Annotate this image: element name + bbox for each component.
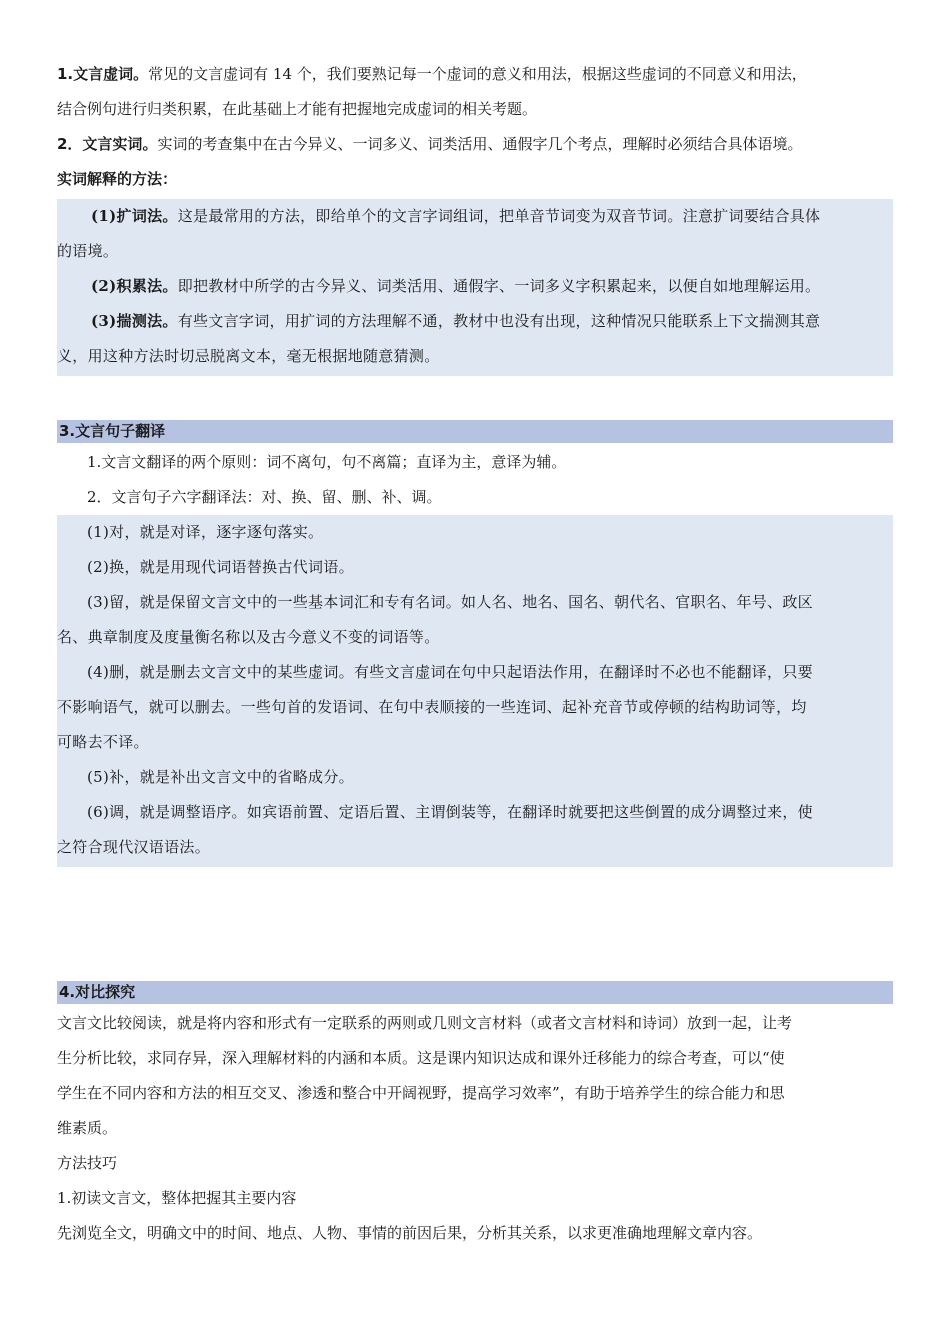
rule-6: (6)调，就是调整语序。如宾语前置、定语后置、主谓倒装等，在翻译时就要把这些倒置的成分调整过来，使: [87, 803, 813, 821]
methods-box: [57, 199, 893, 376]
method-1: [57, 199, 893, 234]
rule-1: (1)对，就是对译，逐字逐句落实。: [87, 523, 324, 541]
comparison-para-4: 维素质。: [57, 1119, 118, 1137]
text: 实词的考查集中在古今异义、一词多义、词类活用、通假字几个考点，理解时必须结合具体语境。: [157, 135, 803, 153]
rule-3: (3)留，就是保留文言文中的一些基本词汇和专有名词。如人名、地名、国名、朝代名、官职名、年号、政区: [87, 593, 813, 611]
rule-4-cont-1: 不影响语气，就可以删去。一些句首的发语词、在句中表顺接的一些连词、起补充音节或停顿的结构助词等，均: [57, 698, 807, 716]
comparison-para-1: 文言文比较阅读，就是将内容和形式有一定联系的两则或几则文言材料（或者文言材料和诗词）放到一起，让考: [57, 1014, 793, 1032]
method-2: [57, 269, 893, 304]
tip-1-heading: 1.初读文言文，整体把握其主要内容: [57, 1189, 297, 1207]
rule-4: (4)删，就是删去文言文中的某些虚词。有些文言虚词在句中只起语法作用，在翻译时不必也不能翻译，只要: [87, 663, 813, 681]
rule-5: (5)补，就是补出文言文中的省略成分。: [87, 768, 354, 786]
tip-1-text: 先浏览全文，明确文中的时间、地点、人物、事情的前因后果，分析其关系，以求更准确地理解文章内容。: [57, 1224, 763, 1242]
method-3: [57, 304, 893, 339]
tips-title: 方法技巧: [57, 1154, 118, 1172]
translation-principles: 1.文言文翻译的两个原则：词不离句，句不离篇；直译为主，意译为辅。: [87, 453, 567, 471]
text: 常见的文言虚词有 14 个，我们要熟记每一个虚词的意义和用法，根据这些虚词的不同意义和用法，: [148, 65, 807, 83]
method-3-cont: 义，用这种方法时切忌脱离文本，毫无根据地随意猜测。: [57, 347, 440, 365]
method-2-label: (2)积累法。: [91, 277, 178, 295]
text: 即把教材中所学的古今异义、词类活用、通假字、一词多义字积累起来，以便自如地理解运用。: [177, 277, 821, 295]
text: 有些文言字词，用扩词的方法理解不通，教材中也没有出现，这种情况只能联系上下文揣测其意: [177, 312, 821, 330]
method-title: 实词解释的方法：: [57, 170, 178, 188]
rule-3-cont: 名、典章制度及度量衡名称以及古今意义不变的词语等。: [57, 628, 440, 646]
rule-2: (2)换，就是用现代词语替换古代词语。: [87, 558, 354, 576]
rule-6-cont: 之符合现代汉语语法。: [57, 838, 211, 856]
comparison-para-3: 学生在不同内容和方法的相互交叉、渗透和整合中开阔视野，提高学习效率”，有助于培养学生的综合能力和思: [57, 1084, 785, 1102]
method-1-label: (1)扩词法。: [91, 207, 178, 225]
rule-4-cont-2: 可略去不译。: [57, 733, 149, 751]
paragraph-line: 结合例句进行归类积累，在此基础上才能有把握地完成虚词的相关考题。: [57, 100, 538, 118]
method-1-cont: 的语境。: [57, 242, 119, 260]
paragraph-function-words: [57, 57, 893, 92]
method-3-label: (3)揣测法。: [91, 312, 178, 330]
translation-methods-box: [57, 515, 893, 867]
text: 这是最常用的方法，即给单个的文言字词组词，把单音节词变为双音节词。注意扩词要结合具体: [177, 207, 821, 225]
section-title-comparison: 4.对比探究: [57, 981, 893, 1004]
heading-function-words: 1.文言虚词。: [57, 65, 149, 83]
document-page: [57, 57, 893, 1251]
section-title-translation: 3.文言句子翻译: [57, 420, 893, 443]
translation-six-words: 2．文言句子六字翻译法：对、换、留、删、补、调。: [87, 488, 442, 506]
paragraph-content-words: [57, 127, 893, 162]
heading-content-words: 2．文言实词。: [57, 135, 158, 153]
comparison-para-2: 生分析比较，求同存异，深入理解材料的内涵和本质。这是课内知识达成和课外迁移能力的综合考查，可以“使: [57, 1049, 785, 1067]
